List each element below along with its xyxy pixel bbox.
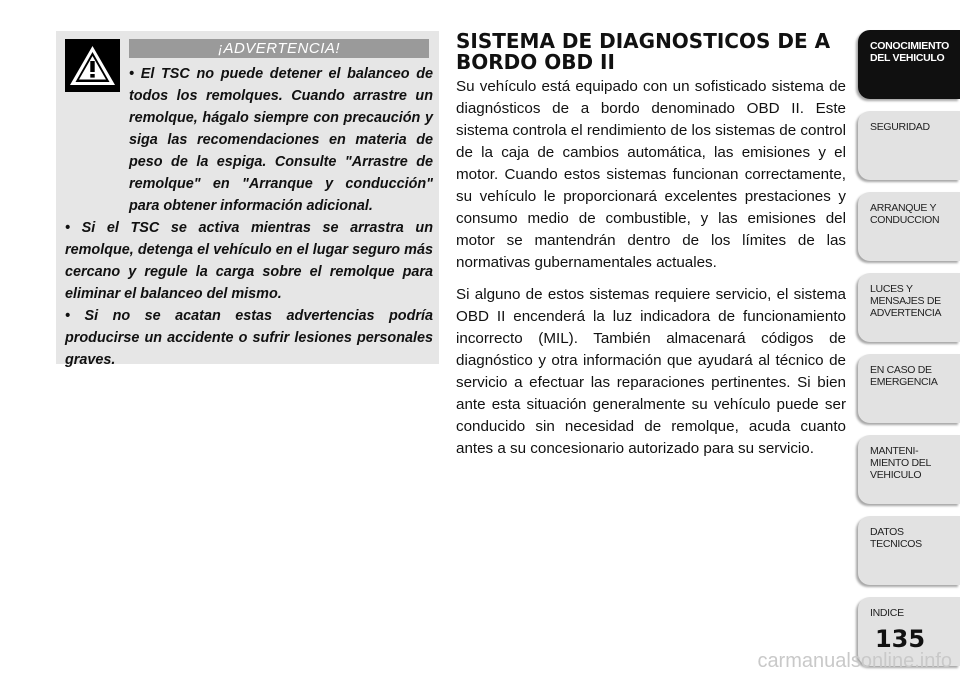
- tab-en-caso-de-emergencia[interactable]: [858, 354, 960, 423]
- tab-label: DATOS TECNICOS: [870, 526, 922, 550]
- tab-label: LUCES Y MENSAJES DE ADVERTENCIA: [870, 283, 942, 319]
- warning-paragraph: • Si el TSC se activa mientras se arrastra un remolque, detenga el vehículo en el lugar seguro más cercano y regule la carga sobre el remolque para eliminar el balanceo del mismo.: [65, 220, 433, 302]
- tab-conocimiento-del-vehiculo[interactable]: [858, 30, 960, 99]
- body-paragraph: Su vehículo está equipado con un sofisticado sistema de diagnósticos de a bordo denominado OBD II. Este sistema controla el rendimiento de los sistemas de control de la caja de cambios automática, las emisiones y el motor. Cuando estos sistemas funcionan correctamente, su vehículo le proporcionará excelentes prestaciones y consumo medio de combustible, y las emisiones del motor se mantendrán dentro de los límites de las normativas gubernamentales actuales.: [456, 78, 846, 271]
- tab-label: CONOCIMIENTO DEL VEHICULO: [870, 40, 950, 64]
- warning-body: [65, 63, 433, 371]
- tab-label: SEGURIDAD: [870, 121, 930, 133]
- tab-seguridad[interactable]: [858, 111, 960, 180]
- body-paragraph: Si alguno de estos sistemas requiere servicio, el sistema OBD II encenderá la luz indicadora de funcionamiento incorrecto (MIL). También almacenará códigos de diagnóstico y otra información que ayudará al técnico de servicio a efectuar las reparaciones pertinentes. Si bien ante esta situación generalmente su vehículo puede ser conducido sin necesidad de remolque, acuda cuanto antes a su concesionario autorizado para su servicio.: [456, 286, 846, 457]
- tab-luces-y-mensajes[interactable]: [858, 273, 960, 342]
- tab-label: MANTENI- MIENTO DEL VEHICULO: [870, 445, 931, 481]
- section-body: [456, 76, 846, 470]
- tab-label: EN CASO DE EMERGENCIA: [870, 364, 938, 388]
- page-number: 135: [874, 625, 926, 653]
- warning-paragraph: • Si no se acatan estas advertencias podría producirse un accidente o sufrir lesiones personales graves.: [65, 308, 433, 368]
- tab-label: INDICE: [870, 607, 904, 619]
- warning-paragraph: • El TSC no puede detener el balanceo de todos los remolques. Cuando arrastre un remolque, hágalo siempre con precaución y siga las recomendaciones en materia de peso de la espiga. Consulte "Arrastre de remolque" en "Arranque y conducción" para obtener información adicional.: [129, 66, 433, 214]
- section-heading: SISTEMA DE DIAGNOSTICOS DE A BORDO OBD II: [456, 29, 831, 74]
- tab-label: ARRANQUE Y CONDUCCION: [870, 202, 940, 226]
- tab-datos-tecnicos[interactable]: [858, 516, 960, 585]
- warning-box: [56, 31, 439, 368]
- warning-title: ¡ADVERTENCIA!: [129, 39, 429, 58]
- watermark: carmanualsonline.info: [757, 650, 952, 672]
- tab-mantenimiento[interactable]: [858, 435, 960, 504]
- tab-arranque-y-conduccion[interactable]: [858, 192, 960, 261]
- chapter-tabs: [858, 30, 960, 678]
